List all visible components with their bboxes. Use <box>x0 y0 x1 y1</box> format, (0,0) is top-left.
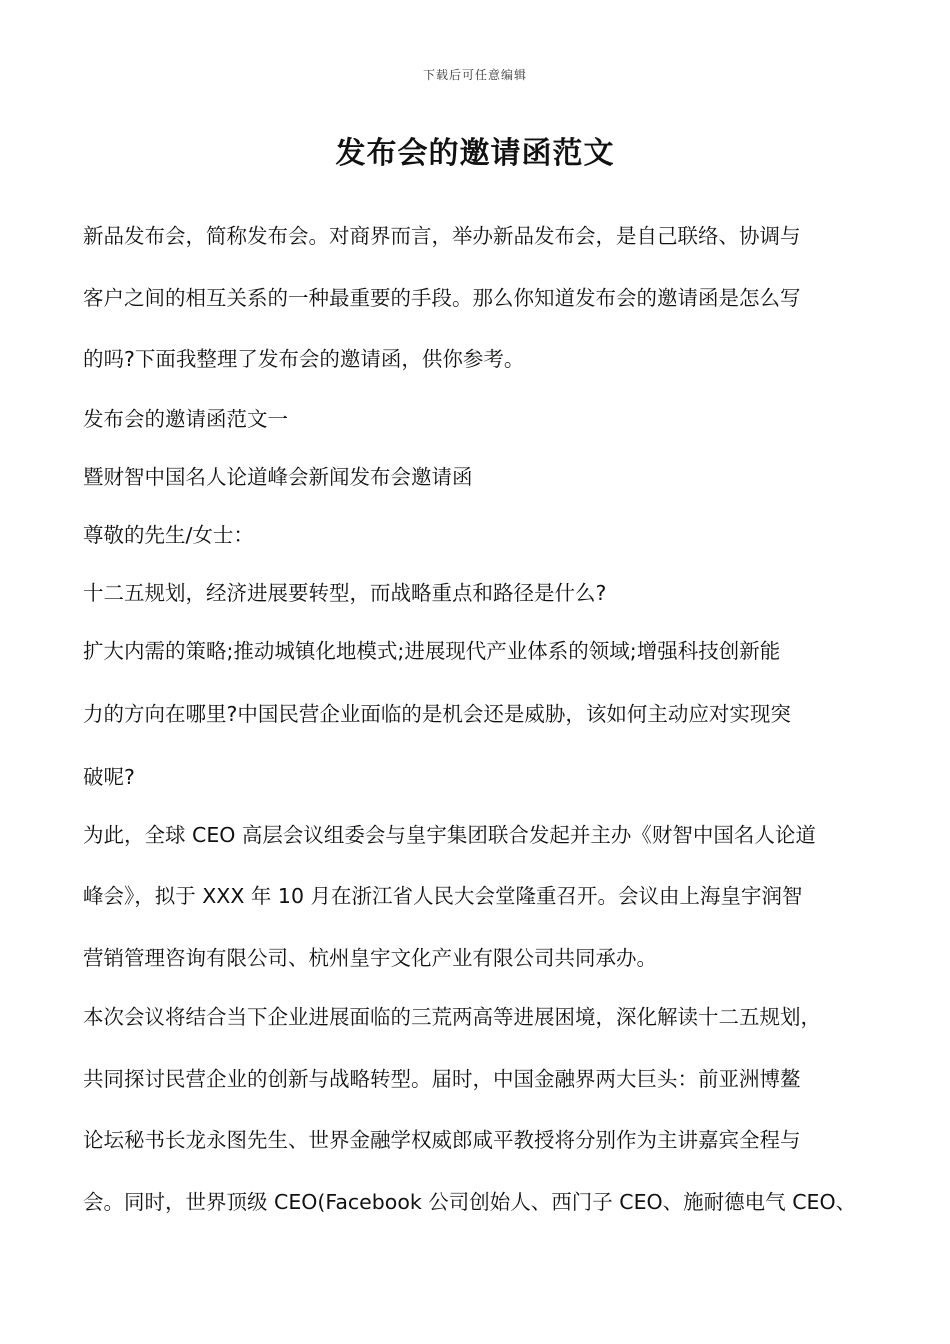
body-line: 峰会》，拟于 XXX 年 10 月在浙江省人民大会堂隆重召开。会议由上海皇宇润智 <box>83 884 803 908</box>
body-line: 论坛秘书长龙永图先生、世界金融学权威郎咸平教授将分别作为主讲嘉宾全程与 <box>83 1128 801 1152</box>
body-line: 力的方向在哪里?中国民营企业面临的是机会还是威胁，该如何主动应对实现突 <box>83 702 791 726</box>
document-title: 发布会的邀请函范文 <box>335 136 615 171</box>
body-line: 十二五规划，经济进展要转型，而战略重点和路径是什么? <box>83 581 607 605</box>
body-line: 为此，全球 CEO 高层会议组委会与皇宇集团联合发起并主办《财智中国名人论道 <box>83 823 816 847</box>
body-line: 扩大内需的策略;推动城镇化地模式;进展现代产业体系的领域;增强科技创新能 <box>83 639 781 663</box>
body-line: 新品发布会，简称发布会。对商界而言，举办新品发布会，是自己联络、协调与 <box>83 224 801 248</box>
body-line: 会。同时，世界顶级 CEO(Facebook 公司创始人、西门子 CEO、施耐德电气 CEO、 <box>83 1190 857 1214</box>
body-line: 客户之间的相互关系的一种最重要的手段。那么你知道发布会的邀请函是怎么写 <box>83 286 801 310</box>
body-line: 的吗?下面我整理了发布会的邀请函，供你参考。 <box>83 347 525 371</box>
salutation: 尊敬的先生/女士： <box>83 523 254 547</box>
body-line: 共同探讨民营企业的创新与战略转型。届时，中国金融界两大巨头：前亚洲博鳌 <box>83 1067 801 1091</box>
body-line: 营销管理咨询有限公司、杭州皇宇文化产业有限公司共同承办。 <box>83 946 657 970</box>
body-line: 本次会议将结合当下企业进展面临的三荒两高等进展困境，深化解读十二五规划， <box>83 1005 821 1029</box>
body-line: 破呢? <box>83 765 135 789</box>
section-heading: 发布会的邀请函范文一 <box>83 407 288 431</box>
header-note: 下载后可任意编辑 <box>422 68 527 82</box>
letter-title: 暨财智中国名人论道峰会新闻发布会邀请函 <box>83 465 473 489</box>
